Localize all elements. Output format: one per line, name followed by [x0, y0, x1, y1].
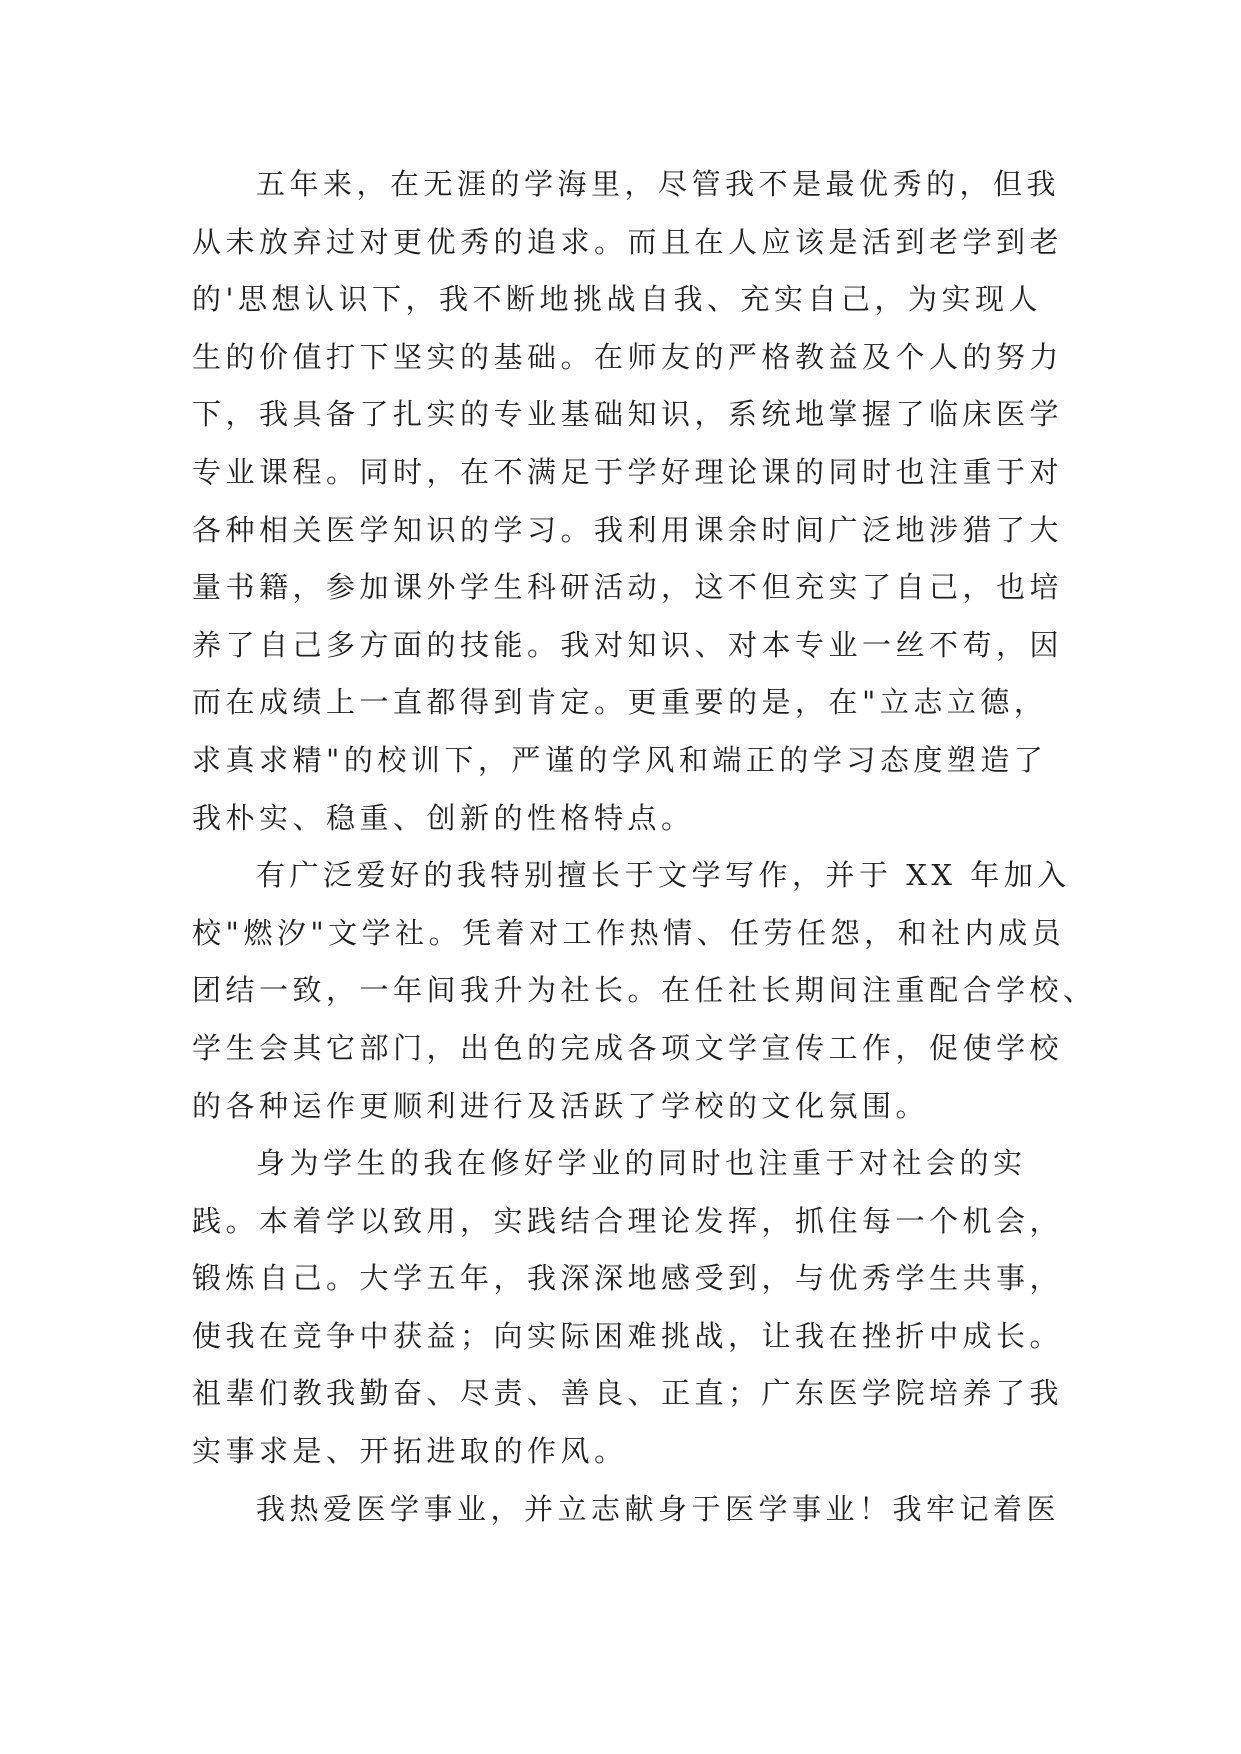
- text-line: 我热爱医学事业，并立志献身于医学事业！我牢记着医: [256, 1491, 1061, 1526]
- text-line: 锻炼自己。大学五年，我深深地感受到，与优秀学生共事，: [192, 1261, 1064, 1296]
- text-line: 生的价值打下坚实的基础。在师友的严格教益及个人的努力: [192, 339, 1064, 374]
- text-line: 求真求精"的校训下，严谨的学风和端正的学习态度塑造了: [192, 742, 1048, 777]
- text-line: 团结一致，一年间我升为社长。在任社长期间注重配合学校、: [192, 973, 1097, 1008]
- text-line: 而在成绩上一直都得到肯定。更重要的是，在"立志立德，: [192, 685, 1048, 720]
- paragraph: [192, 1135, 1064, 1481]
- text-line: 有广泛爱好的我特别擅长于文学写作，并于 XX 年加入: [256, 858, 1071, 893]
- text-line: 专业课程。同时，在不满足于学好理论课的同时也注重于对: [192, 454, 1064, 489]
- document-body: [192, 156, 1097, 1538]
- text-line: 校"燃汐"文学社。凭着对工作热情、任劳任怨，和社内成员: [192, 915, 1066, 950]
- text-line: 量书籍，参加课外学生科研活动，这不但充实了自己，也培: [192, 570, 1064, 605]
- text-line: 养了自己多方面的技能。我对知识、对本专业一丝不苟，因: [192, 627, 1064, 662]
- text-line: 践。本着学以致用，实践结合理论发挥，抓住每一个机会，: [192, 1203, 1064, 1238]
- text-line: 从未放弃过对更优秀的追求。而且在人应该是活到老学到老: [192, 224, 1064, 259]
- text-line: 的各种运作更顺利进行及活跃了学校的文化氛围。: [192, 1088, 930, 1123]
- text-line: 实事求是、开拓进取的作风。: [192, 1434, 628, 1469]
- text-line: 下，我具备了扎实的专业基础知识，系统地掌握了临床医学: [192, 397, 1064, 432]
- text-line: 我朴实、稳重、创新的性格特点。: [192, 800, 695, 835]
- text-line: 五年来，在无涯的学海里，尽管我不是最优秀的，但我: [256, 167, 1061, 201]
- text-line: 祖辈们教我勤奋、尽责、善良、正直；广东医学院培养了我: [192, 1376, 1064, 1411]
- text-line: 的'思想认识下，我不断地挑战自我、充实自己，为实现人: [192, 282, 1042, 317]
- text-line: 各种相关医学知识的学习。我利用课余时间广泛地涉猎了大: [192, 512, 1064, 547]
- text-line: 使我在竞争中获益；向实际困难挑战，让我在挫折中成长。: [192, 1318, 1064, 1353]
- text-line: 学生会其它部门，出色的完成各项文学宣传工作，促使学校: [192, 1030, 1064, 1065]
- paragraph: [192, 847, 1097, 1135]
- paragraph: [192, 156, 1064, 847]
- paragraph: [192, 1481, 1061, 1539]
- text-line: 身为学生的我在修好学业的同时也注重于对社会的实: [256, 1146, 1027, 1181]
